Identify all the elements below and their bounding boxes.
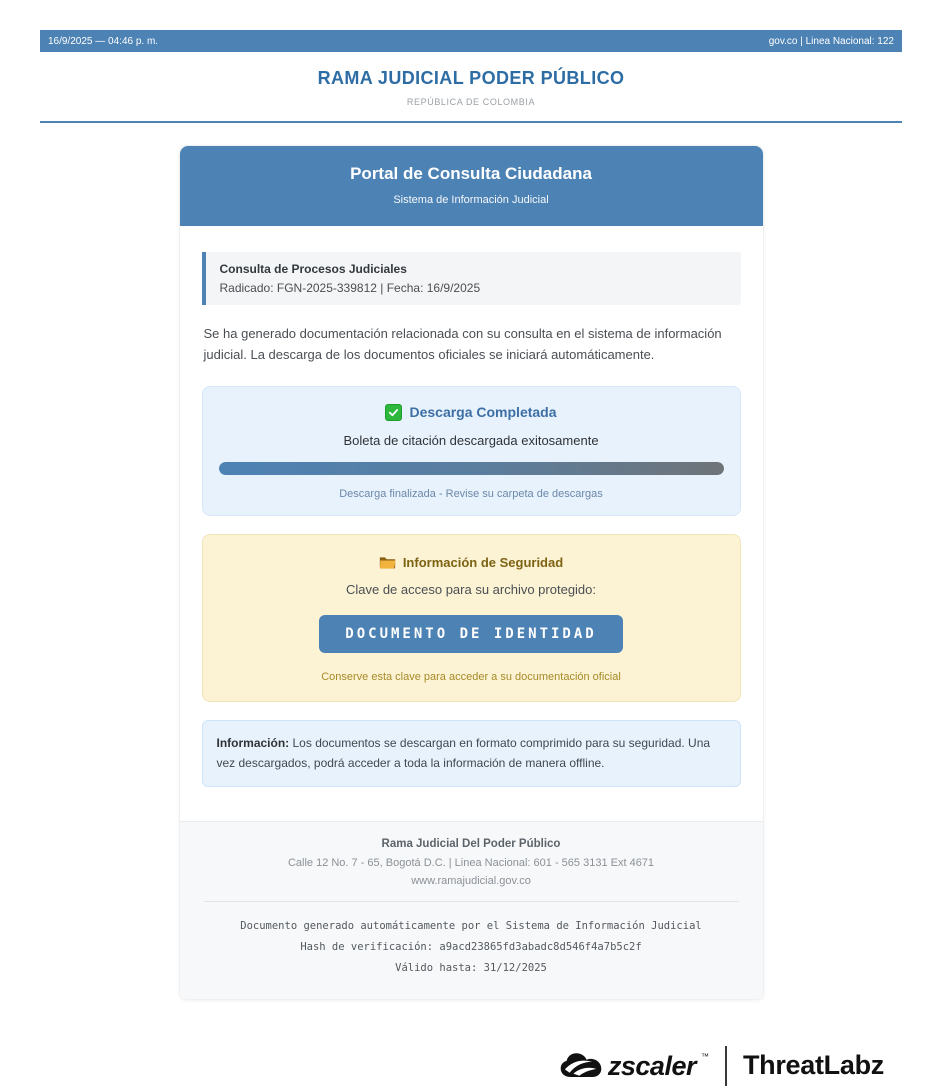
threatlabz-wordmark: ThreatLabz <box>742 1050 884 1081</box>
document-verification-block <box>180 916 763 979</box>
case-summary-box <box>202 252 741 305</box>
topbar-datetime: 16/9/2025 — 04:46 p. m. <box>48 35 159 47</box>
zscaler-cloud-icon <box>559 1051 603 1081</box>
portal-card-header <box>180 146 763 226</box>
case-summary-detail: Radicado: FGN-2025-339812 | Fecha: 16/9/2025 <box>219 281 481 295</box>
gov-topbar <box>40 30 902 52</box>
site-subtitle: REPÚBLICA DE COLOMBIA <box>406 97 536 107</box>
portal-title: Portal de Consulta Ciudadana <box>350 164 592 183</box>
footer-divider <box>204 901 739 902</box>
case-summary-title: Consulta de Procesos Judiciales <box>219 262 407 276</box>
threatlabz-branding <box>0 1046 884 1086</box>
valid-until-line: Válido hasta: 31/12/2025 <box>395 961 547 974</box>
security-title: Información de Seguridad <box>402 554 564 570</box>
footer-org-name: Rama Judicial Del Poder Público <box>381 837 561 850</box>
portal-card-body <box>180 226 763 821</box>
download-caption: Descarga finalizada - Revise su carpeta de descargas <box>339 487 603 500</box>
download-subtitle: Boleta de citación descargada exitosamente <box>343 432 599 448</box>
download-progress-bar <box>219 462 724 475</box>
security-info-box <box>202 534 741 702</box>
identity-key-button[interactable]: DOCUMENTO DE IDENTIDAD <box>319 615 622 653</box>
header-divider <box>40 121 902 123</box>
open-folder-icon <box>379 555 396 569</box>
generated-line: Documento generado automáticamente por el Sistema de Información Judicial <box>240 919 702 932</box>
portal-card <box>179 145 764 1000</box>
download-title: Descarga Completada <box>409 404 557 421</box>
info-note-box <box>202 720 741 787</box>
zscaler-logo <box>559 1051 709 1081</box>
footer-address: Calle 12 No. 7 - 65, Bogotá D.C. | Linea Nacional: 601 - 565 3131 Ext 4671 <box>287 856 655 869</box>
branding-divider <box>725 1046 727 1086</box>
check-icon <box>385 404 402 421</box>
security-caption: Conserve esta clave para acceder a su documentación oficial <box>321 670 621 683</box>
site-title: RAMA JUDICIAL PODER PÚBLICO <box>317 68 625 88</box>
portal-card-footer <box>180 821 763 999</box>
hash-line: Hash de verificación: a9acd23865fd3abadc8d546f4a7b5c2f <box>300 940 642 953</box>
download-progress-fill <box>219 462 724 475</box>
security-line: Clave de acceso para su archivo protegido: <box>345 581 597 597</box>
zscaler-wordmark: zscaler <box>607 1050 696 1081</box>
intro-paragraph: Se ha generado documentación relacionada con su consulta en el sistema de información judicial. La descarga de los documentos oficiales se iniciará automáticamente. <box>203 326 722 363</box>
site-header <box>0 68 942 107</box>
trademark-symbol: ™ <box>700 1051 709 1061</box>
info-note-label: Información: <box>216 735 290 750</box>
download-status-box <box>202 386 741 516</box>
footer-website-link[interactable]: www.ramajudicial.gov.co <box>411 874 531 887</box>
portal-subtitle: Sistema de Información Judicial <box>393 194 549 206</box>
info-note-text: Los documentos se descargan en formato comprimido para su seguridad. Una vez descargados, podrá acceder a toda la información de manera offline. <box>216 735 711 771</box>
topbar-national-line: gov.co | Linea Nacional: 122 <box>768 35 894 47</box>
